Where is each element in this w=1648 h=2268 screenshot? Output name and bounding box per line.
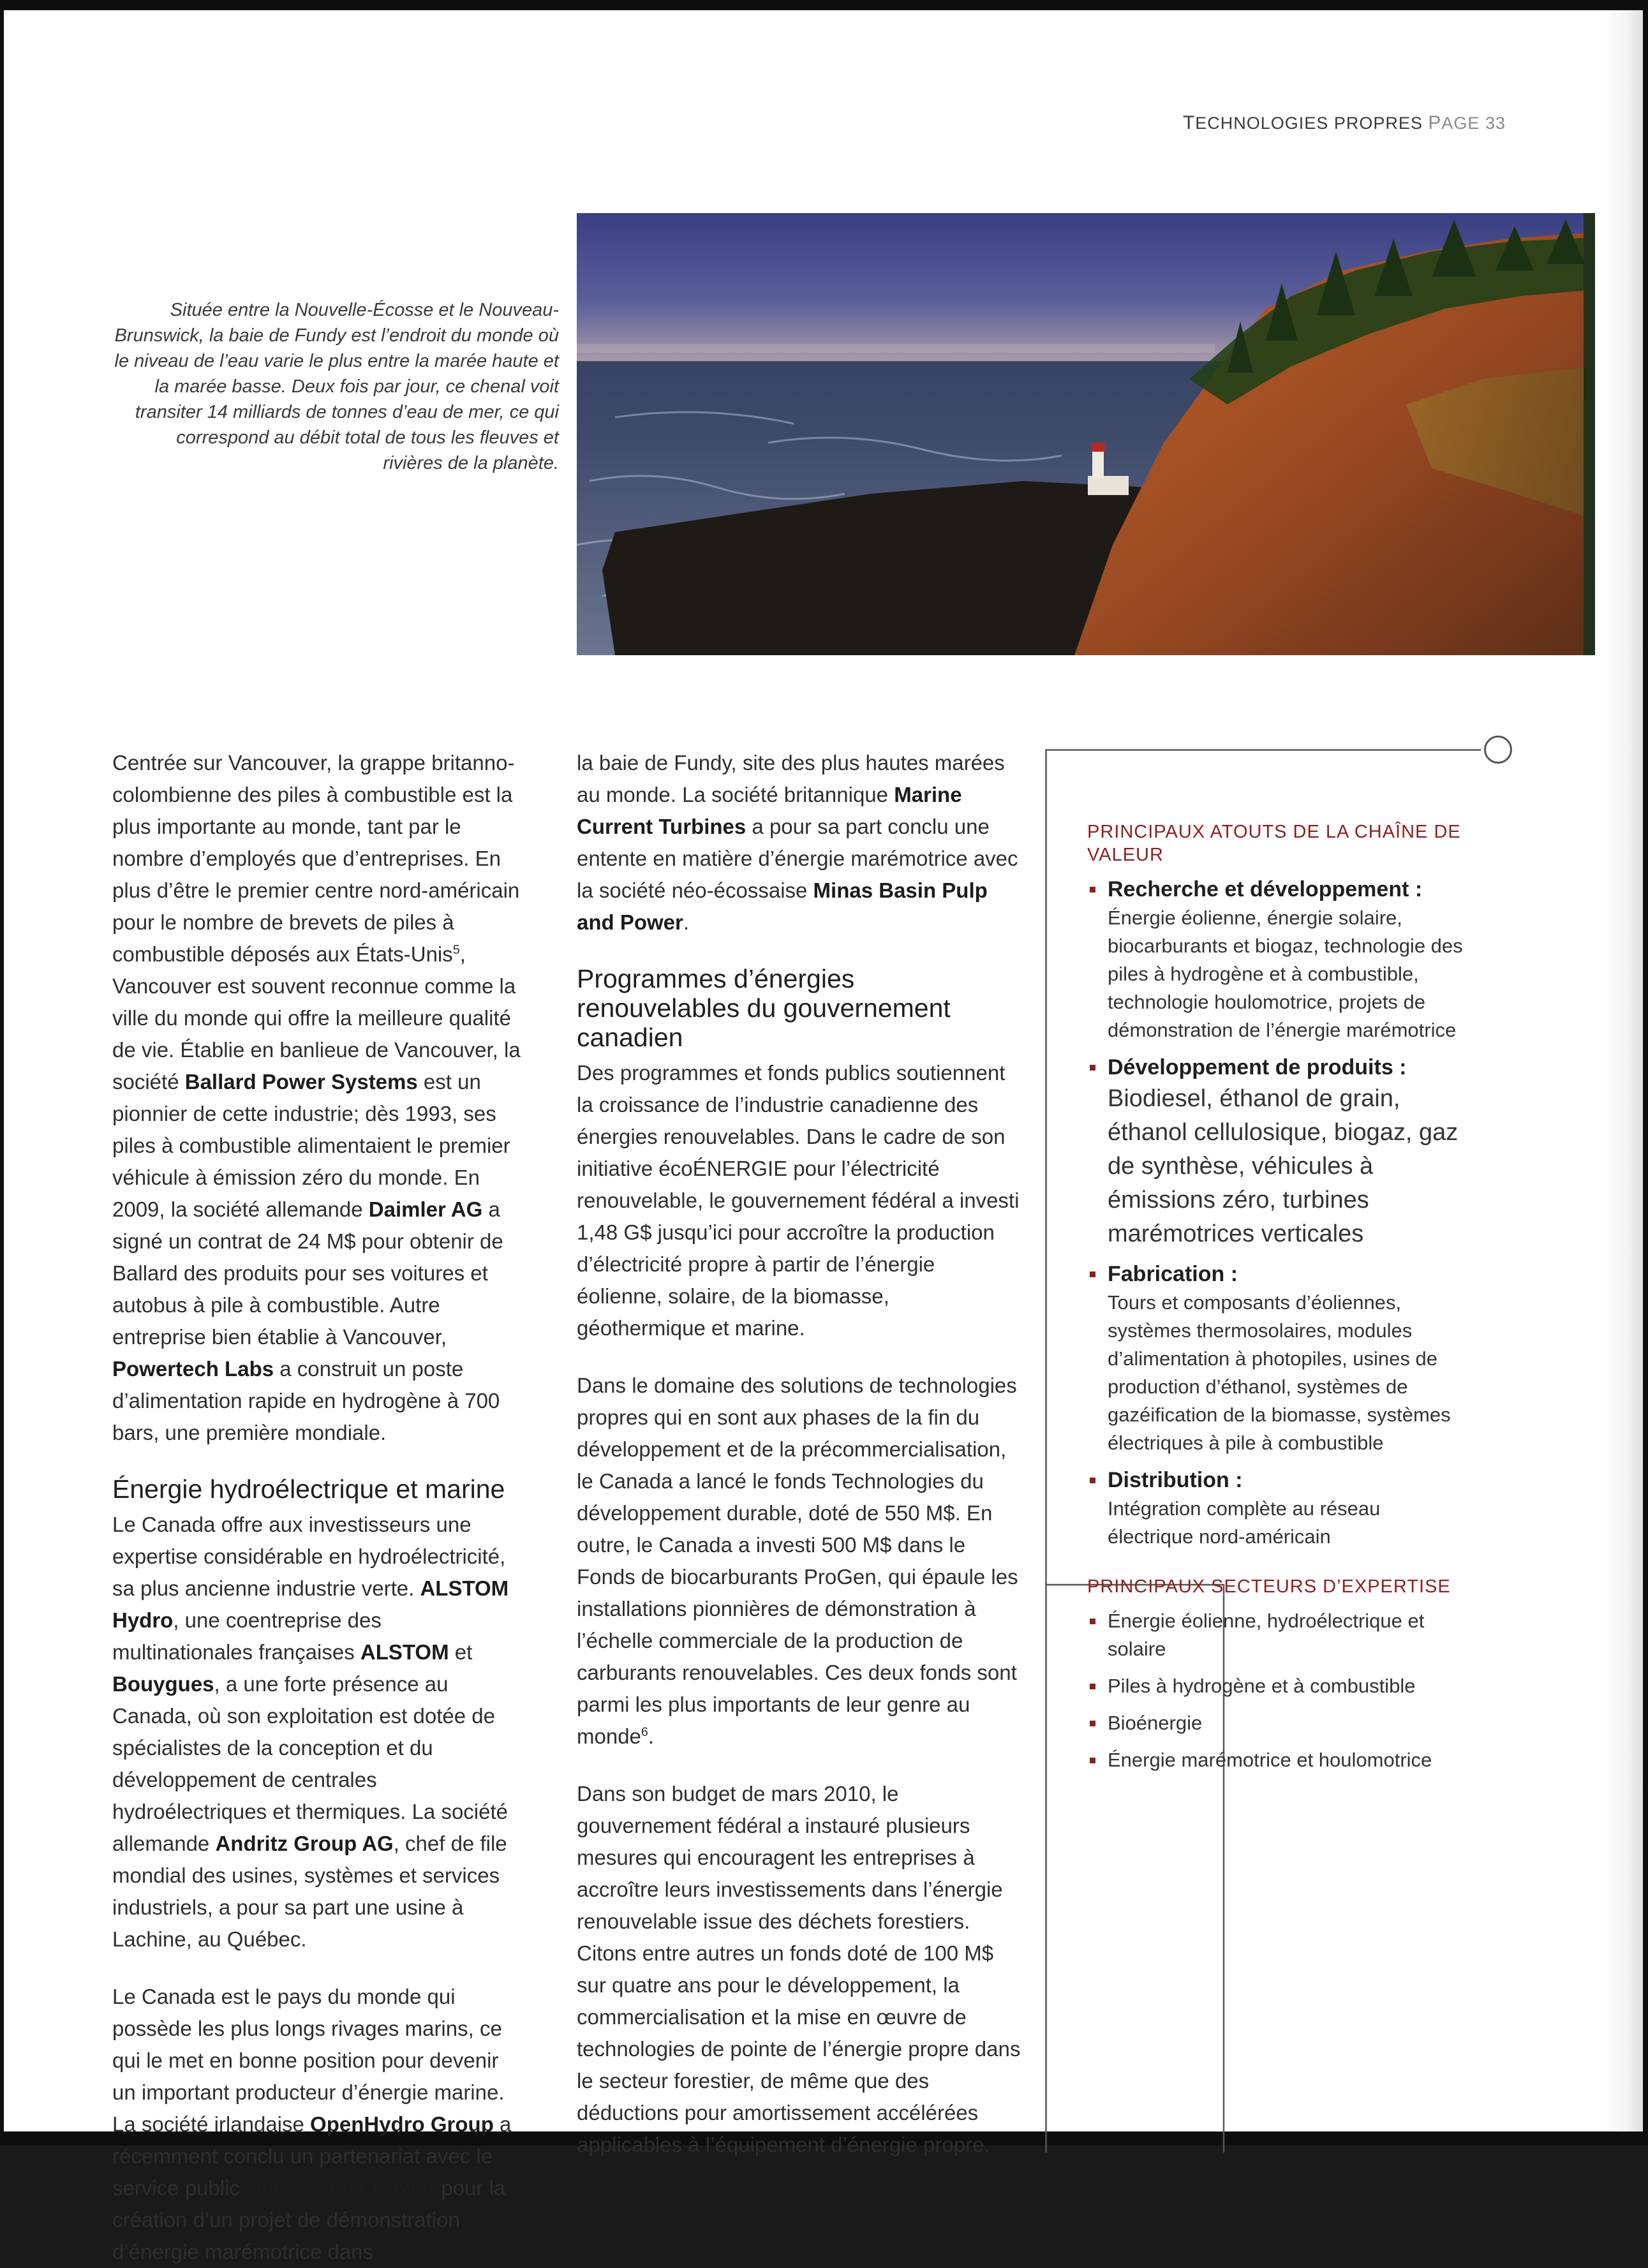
column-2 bbox=[577, 747, 1023, 2161]
list-item: Développement de produits : Biodiesel, éthanol de grain, éthanol cellulosique, biogaz, gaz de synthèse, véhicules à émissions zéro, turbines marémotrices verticales bbox=[1087, 1053, 1470, 1251]
value-chain-list bbox=[1087, 875, 1470, 1551]
bullet-icon bbox=[1090, 1271, 1095, 1277]
list-item: Énergie marémotrice et houlomotrice bbox=[1087, 1746, 1470, 1774]
paragraph-hydro: Le Canada offre aux investisseurs une expertise considérable en hydroélectricité, sa plus ancienne industrie verte. ALSTOM Hydro, une coentreprise des multinationales françaises ALSTOM et Bouygues, a une forte présence au Canada, où son exploitation est dotée de spécialistes de la conception et du développement de centrales hydroélectriques et thermiques. La société allemande Andritz Group AG, chef de file mondial des usines, systèmes et services industriels, a pour sa part une usine à Lachine, au Québec. bbox=[112, 1513, 509, 1951]
paragraph-funds: Dans le domaine des solutions de technologies propres qui en sont aux phases de la fin du développement et de la précommercialisation, le Canada a lancé le fonds Technologies du développement durable, doté de 550 M$. En outre, le Canada a investi 500 M$ dans le Fonds de biocarburants ProGen, qui épaule les installations pionnières de démonstration à l’échelle commerciale de la production de carburants renouvelables. Ces deux fonds sont parmi les plus importants de leur genre au monde$^6$. bbox=[577, 1374, 1018, 1748]
heading-hydro-marine: Énergie hydroélectrique et marine bbox=[112, 1474, 505, 1504]
bullet-icon bbox=[1090, 887, 1095, 893]
sidebar-title-expertise: PRINCIPAUX SECTEURS D’EXPERTISE bbox=[1087, 1576, 1451, 1597]
list-item: Fabrication : Tours et composants d’éoliennes, systèmes thermosolaires, modules d’alimentation à photopiles, usines de production d’éthanol, systèmes de gazéification de la biomasse, systèmes électriques à pile à combustible bbox=[1087, 1260, 1470, 1457]
expertise-list bbox=[1087, 1607, 1470, 1774]
sidebar-title-value-chain: PRINCIPAUX ATOUTS DE LA CHAÎNE DE VALEUR bbox=[1087, 822, 1461, 865]
list-item: Bioénergie bbox=[1087, 1709, 1470, 1737]
list-item: Énergie éolienne, hydroélectrique et solaire bbox=[1087, 1607, 1470, 1663]
page-edge-shadow bbox=[1605, 10, 1643, 2131]
photo-caption: Située entre la Nouvelle-Écosse et le Nouveau-Brunswick, la baie de Fundy est l’endroit du monde où le niveau de l’eau varie le plus entre la marée haute et la marée basse. Deux fois par jour, ce chenal voit transiter 14 milliards de tonnes d’eau de mer, ce qui correspond au débit total de tous les fleuves et rivières de la planète. bbox=[114, 300, 559, 473]
bullet-icon bbox=[1090, 1684, 1095, 1689]
bay-of-fundy-photo bbox=[577, 213, 1595, 655]
paragraph-marine: Le Canada est le pays du monde qui possède les plus longs rivages marins, ce qui le met en bonne position pour devenir un important producteur d’énergie marine. La société irlandaise OpenHydro Group a récemment conclu un partenariat avec le service public Nova Scotia Power pour la création d’un projet de démonstration d’énergie marémotrice dans bbox=[112, 1985, 512, 2264]
bullet-icon bbox=[1090, 1721, 1095, 1726]
sidebar-ring-icon bbox=[1484, 736, 1512, 764]
company-powertech: Powertech Labs bbox=[112, 1357, 274, 1381]
running-head: TECHNOLOGIES PROPRES PAGE 33 bbox=[1182, 112, 1506, 133]
paragraph-fuel-cells: Centrée sur Vancouver, la grappe britanno-colombienne des piles à combustible est la plus importante au monde, tant par le nombre d’employés que d’entreprises. En plus d’être le premier centre nord-américain pour le nombre de brevets de piles à combustible déposés aux États-Unis$^5$, Vancouver est souvent reconnue comme la ville du monde qui offre la meilleure qualité de vie. Établie en banlieue de Vancouver, la société Ballard Power Systems est un pionnier de cette industrie; dès 1993, ses piles à combustible alimentaient le premier véhicule à émission zéro du monde. En 2009, la société allemande Daimler AG a signé un contrat de 24 M$ pour obtenir de Ballard des produits pour ses voitures et autobus à pile à combustible. Autre entreprise bien établie à Vancouver, Powertech Labs a construit un poste d’alimentation rapide en hydrogène à 700 bars, une première mondiale. bbox=[112, 751, 521, 1444]
page-number: 33 bbox=[1485, 114, 1506, 133]
sidebar-value-chain bbox=[1087, 820, 1470, 1783]
heading-programs: Programmes d’énergies renouvelables du gouvernement canadien bbox=[577, 964, 951, 1052]
column-1 bbox=[112, 747, 521, 2268]
paragraph-programs: Des programmes et fonds publics soutiennent la croissance de l’industrie canadienne des énergies renouvelables. Dans le cadre de son initiative écoÉNERGIE pour l’électricité renouvelable, le gouvernement fédéral a investi 1,48 G$ jusqu’ici pour accroître la production d’électricité propre à partir de l’énergie éolienne, solaire, de la biomasse, géothermique et marine. bbox=[577, 1061, 1020, 1340]
paragraph-fundy-tidal: la baie de Fundy, site des plus hautes marées au monde. La société britannique Marine Current Turbines a pour sa part conclu une entente en matière d’énergie marémotrice avec la société néo-écossaise Minas Basin Pulp and Power. bbox=[577, 751, 1018, 934]
bullet-icon bbox=[1090, 1619, 1095, 1624]
bullet-icon bbox=[1090, 1758, 1095, 1763]
company-ballard: Ballard Power Systems bbox=[184, 1070, 418, 1093]
bullet-icon bbox=[1090, 1065, 1095, 1071]
page-label: PAGE 33 bbox=[1428, 112, 1506, 133]
bullet-icon bbox=[1090, 1478, 1095, 1483]
paragraph-budget: Dans son budget de mars 2010, le gouvernement fédéral a instauré plusieurs mesures qui encouragent les entreprises à accroître leurs investissements dans l’énergie renouvelable issue des déchets forestiers. Citons entre autres un fonds doté de 100 M$ sur quatre ans pour le développement, la commercialisation et la mise en œuvre de technologies de pointe de l’énergie propre dans le secteur forestier, de même que des déductions pour amortissement accélérées applicables à l’équipement d’énergie propre. bbox=[577, 1782, 1021, 2156]
company-daimler: Daimler AG bbox=[368, 1197, 483, 1221]
list-item: Piles à hydrogène et à combustible bbox=[1087, 1672, 1470, 1700]
list-item: Recherche et développement : Énergie éolienne, énergie solaire, biocarburants et biogaz, technologie des piles à hydrogène et à combustible, technologie houlomotrice, projets de démonstration de l’énergie marémotrice bbox=[1087, 875, 1470, 1044]
list-item: Distribution : Intégration complète au réseau électrique nord-américain bbox=[1087, 1466, 1470, 1551]
